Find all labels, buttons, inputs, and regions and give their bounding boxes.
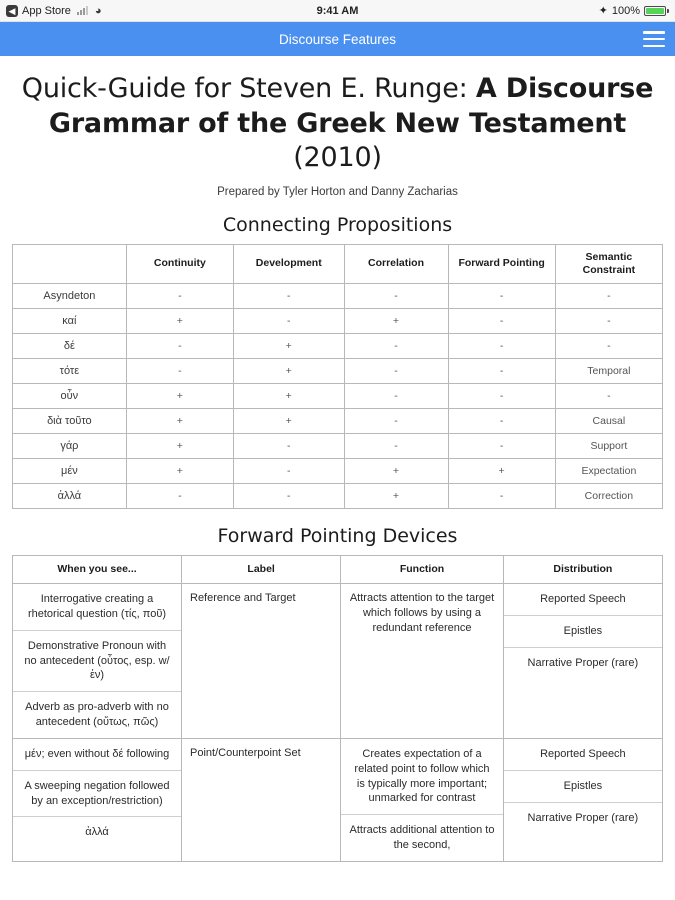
row-label: ἀλλά [13,483,127,508]
cell-continuity: - [126,283,233,308]
table-row [13,358,663,383]
cell-forward: - [448,408,555,433]
col-header-continuity: Continuity [126,244,233,283]
distribution-item: Reported Speech [504,739,662,771]
cell-distribution [503,584,662,739]
cell-semantic: - [555,283,662,308]
table-row [13,283,663,308]
row-label: τότε [13,358,127,383]
cell-semantic: Causal [555,408,662,433]
cell-label: Point/Counterpoint Set [182,738,341,861]
cell-correlation: - [344,333,448,358]
col-header-distribution: Distribution [503,555,662,583]
cell-forward: + [448,458,555,483]
cell-forward: - [448,283,555,308]
cell-continuity: + [126,308,233,333]
cell-continuity: - [126,483,233,508]
table-row [13,308,663,333]
cell-correlation: + [344,483,448,508]
cell-semantic: - [555,308,662,333]
cell-label: Reference and Target [182,584,341,739]
battery-percent-label: 100% [611,4,640,17]
cell-when-you-see [13,584,182,739]
cell-development: + [234,333,345,358]
ios-status-bar [0,0,675,22]
forward-pointing-devices-table [12,555,663,862]
cell-development: - [234,433,345,458]
distribution-item: Epistles [504,616,662,648]
document-content [0,56,675,900]
cell-continuity: + [126,458,233,483]
table-row [13,738,663,861]
col-header-semantic-constraint: Semantic Constraint [555,244,662,283]
bluetooth-icon: ✦ [598,5,608,17]
status-bar-clock: 9:41 AM [316,4,359,17]
when-you-see-item: A sweeping negation followed by an exception/restriction) [13,771,181,818]
distribution-item: Narrative Proper (rare) [527,811,639,824]
when-you-see-item: Interrogative creating a rhetorical question (τίς, ποῦ) [13,584,181,631]
cell-distribution [503,738,662,861]
cell-development: + [234,358,345,383]
cell-correlation: - [344,383,448,408]
table-row [13,383,663,408]
cell-function [341,738,504,861]
cell-correlation: + [344,308,448,333]
cell-continuity: - [126,358,233,383]
when-you-see-item: ἀλλά [85,826,109,839]
col-header-forward-pointing: Forward Pointing [448,244,555,283]
row-label: καί [13,308,127,333]
cell-forward: - [448,308,555,333]
cell-forward: - [448,333,555,358]
app-navbar [0,22,675,56]
cell-correlation: - [344,283,448,308]
row-label: διὰ τοῦτο [13,408,127,433]
row-label: μέν [13,458,127,483]
page-title [12,72,663,176]
distribution-item: Reported Speech [504,584,662,616]
cell-forward: - [448,433,555,458]
table-header-row [13,555,663,583]
col-header-blank [13,244,127,283]
distribution-item: Epistles [504,771,662,803]
cell-semantic: - [555,333,662,358]
cell-development: + [234,383,345,408]
table-row [13,483,663,508]
table-row [13,458,663,483]
table-row [13,584,663,739]
content-fade [0,882,675,900]
cell-continuity: + [126,433,233,458]
cell-correlation: - [344,408,448,433]
table-row [13,433,663,458]
row-label: δέ [13,333,127,358]
cell-function: Attracts attention to the target which follows by using a redundant reference [341,584,504,739]
connecting-propositions-table [12,244,663,509]
cell-forward: - [448,358,555,383]
col-header-function: Function [341,555,504,583]
cell-continuity: - [126,333,233,358]
cell-continuity: + [126,408,233,433]
cell-development: - [234,458,345,483]
table-header-row [13,244,663,283]
cell-development: + [234,408,345,433]
section-heading-connecting-propositions: Connecting Propositions [222,213,453,236]
table-row [13,333,663,358]
row-label: Asyndeton [13,283,127,308]
when-you-see-item: Demonstrative Pronoun with no antecedent (οὗτος, esp. w/ἐν) [13,631,181,693]
section-heading-forward-pointing-devices: Forward Pointing Devices [217,524,458,547]
col-header-when-you-see: When you see... [13,555,182,583]
cell-development: - [234,283,345,308]
cell-semantic: Support [555,433,662,458]
distribution-item: Narrative Proper (rare) [527,656,639,669]
cell-correlation: - [344,358,448,383]
cell-development: - [234,483,345,508]
prepared-by-label: Prepared by Tyler Horton and Danny Zacharias [217,185,458,198]
cell-forward: - [448,383,555,408]
cell-forward: - [448,483,555,508]
cell-correlation: - [344,433,448,458]
function-item: Creates expectation of a related point to follow which is typically more important; unmarked for contrast [341,739,503,815]
page-title-part1: Quick-Guide for Steven E. Runge: [21,73,476,104]
cell-semantic: - [555,383,662,408]
navbar-title: Discourse Features [278,31,397,47]
page-title-bold: A Discourse Grammar of the Greek New Testament [48,73,654,139]
col-header-correlation: Correlation [344,244,448,283]
wifi-icon: ◕ [94,4,102,17]
when-you-see-item: μέν; even without δέ following [13,739,181,771]
page-title-part2: (2010) [293,142,382,174]
cell-semantic: Correction [555,483,662,508]
back-arrow-icon[interactable]: ◀ [6,5,18,17]
table-row [13,408,663,433]
row-label: γάρ [13,433,127,458]
hamburger-menu-icon[interactable] [643,31,665,47]
cell-when-you-see [13,738,182,861]
cell-semantic: Temporal [555,358,662,383]
function-item: Attracts additional attention to the second, [349,824,495,852]
when-you-see-item: Adverb as pro-adverb with no antecedent (οὕτως, πῶς) [25,701,169,729]
col-header-development: Development [234,244,345,283]
cell-development: - [234,308,345,333]
row-label: οὖν [13,383,127,408]
col-header-label: Label [182,555,341,583]
cell-semantic: Expectation [555,458,662,483]
cell-correlation: + [344,458,448,483]
cell-continuity: + [126,383,233,408]
back-to-app-store-label[interactable]: App Store [22,4,71,17]
